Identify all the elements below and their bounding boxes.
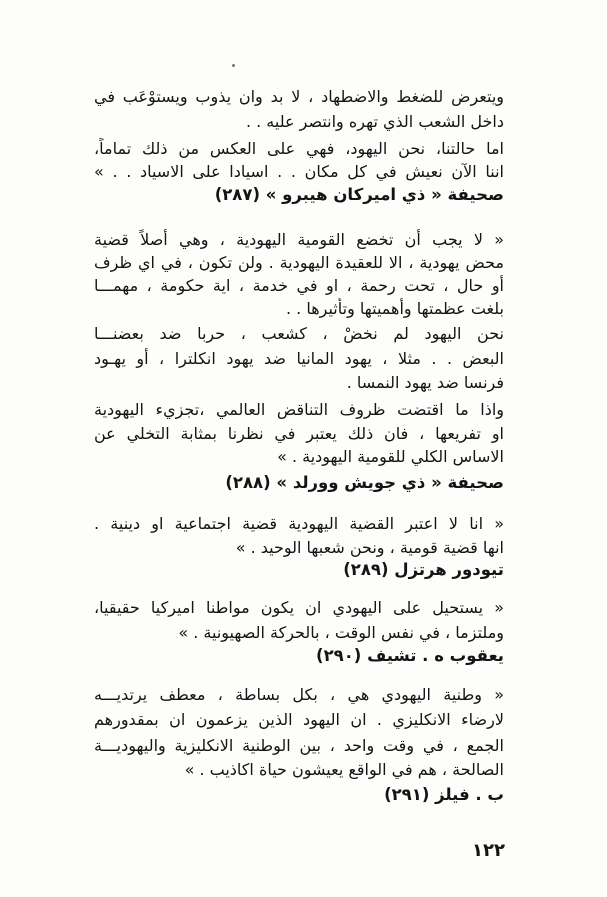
text-line: الصالحة ، هم في الواقع يعيشون حياة اكاذيب . » xyxy=(184,760,504,779)
text-line: الجمع ، في وقت واحد ، بين الوطنية الانكليزية واليهوديـــة xyxy=(94,736,504,755)
text-line: او تفريعها ، فان ذلك يعتبر في نظرنا بمثابة التخلي عن xyxy=(94,424,504,443)
text-line: بلغت عظمتها وأهميتها وتأثيرها . . xyxy=(285,299,504,318)
text-line: اما حالتنا، نحن اليهود، فهي على العكس من ذلك تماماً، xyxy=(94,139,504,158)
text-line: « وطنية اليهودي هي ، بكل بساطة ، معطف يرتديـــه xyxy=(94,685,504,704)
source-heading: يعقوب ه . تشيف (٢٩٠) xyxy=(316,646,504,665)
text-line: وملتزما ، في نفس الوقت ، بالحركة الصهيونية . » xyxy=(178,623,504,642)
text-line: اننا الآن نعيش في كل مكان . . اسيادا على الاسياد . . » xyxy=(94,162,504,181)
text-line: واذا ما اقتضت ظروف التناقض العالمي ،تجزيء اليهودية xyxy=(94,400,504,419)
text-line: « يستحيل على اليهودي ان يكون مواطنا اميركيا حقيقيا، xyxy=(94,598,504,617)
source-heading: صحيفة « ذي اميركان هيبرو » (٢٨٧) xyxy=(214,185,504,204)
text-line: الاساس الكلي للقومية اليهودية . » xyxy=(277,447,504,466)
text-line: انها قضية قومية ، ونحن شعبها الوحيد . » xyxy=(235,538,504,557)
text-line: فرنسا ضد يهود النمسا . xyxy=(346,373,504,392)
source-heading: صحيفة « ذي جويش وورلد » (٢٨٨) xyxy=(225,473,504,492)
text-line: لارضاء الانكليزي . ان اليهود الذين يزعمون ان بمقدورهم xyxy=(94,710,504,729)
page-number: ١٢٢ xyxy=(472,840,505,861)
text-line: « لا يجب أن تخضع القومية اليهودية ، وهي أصلاً قضية xyxy=(94,230,504,249)
text-line: ويتعرض للضغط والاضطهاد ، لا بد وان يذوب ويستوْعَب في xyxy=(94,87,504,106)
text-line: داخل الشعب الذي تهره وانتصر عليه . . xyxy=(245,112,504,131)
source-heading: تيودور هرتزل (٢٨٩) xyxy=(343,560,504,579)
source-heading: ب . فيلز (٢٩١) xyxy=(384,785,504,804)
text-line: نحن اليهود لم نخضْ ، كشعب ، حربا ضد بعضنـــا xyxy=(94,324,504,343)
scan-mark xyxy=(232,64,235,67)
text-line: « انا لا اعتبر القضية اليهودية قضية اجتماعية او دينية . xyxy=(94,514,504,533)
text-line: البعض . . مثلا ، يهود المانيا ضد يهود انكلترا ، أو يهـود xyxy=(94,349,504,368)
text-line: محض يهودية ، الا للعقيدة اليهودية . ولن تكون ، في اي ظرف xyxy=(94,253,504,272)
text-line: أو حال ، تحت رحمة ، او في خدمة ، اية حكومة ، مهمـــا xyxy=(94,276,504,295)
